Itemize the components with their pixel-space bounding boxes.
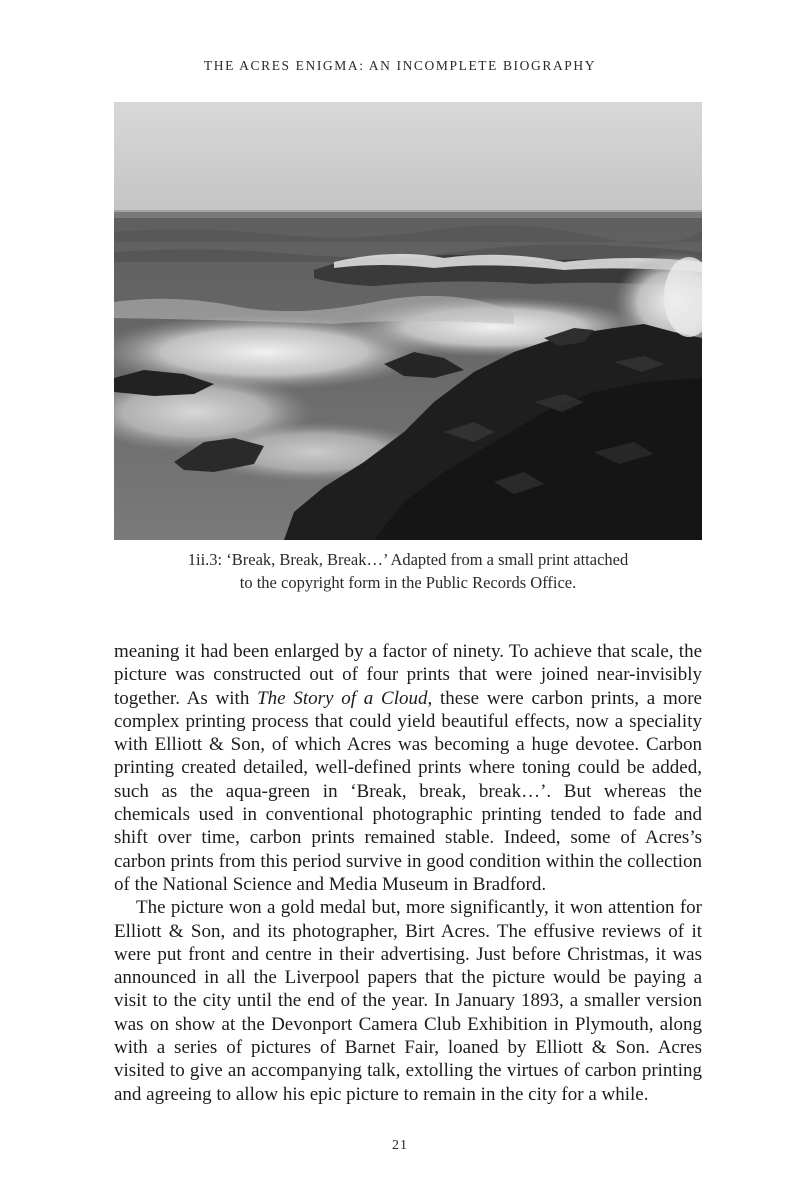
paragraph-1-part-a: meaning it had been enlarged by a factor of ninety. To achieve that scale, the picture was constructed out of four prints that were joined near-invisibly together. As with (114, 641, 702, 709)
paragraph-1 (114, 640, 702, 896)
body-text (114, 640, 702, 1106)
seascape-photograph (114, 102, 702, 540)
figure-caption (114, 548, 702, 594)
caption-line-1: 1ii.3: ‘Break, Break, Break…’ Adapted from a small print attached (187, 550, 629, 569)
paragraph-2: The picture won a gold medal but, more significantly, it won attention for Elliott & Son, and its photographer, Birt Acres. The effusive reviews of it were put front and centre in their advertising. Just before Christmas, it was announced in all the Liverpool papers that the picture would be paying a visit to the city until the end of the year. In January 1893, a smaller version was on show at the Devonport Camera Club Exhibition in Plymouth, along with a series of pictures of Barnet Fair, loaned by Elliott & Son. Acres visited to give an accompanying talk, extolling the virtues of carbon printing and agreeing to allow his epic picture to remain in the city for a while. (114, 897, 702, 1105)
page-number: 21 (392, 1138, 408, 1153)
running-head: THE ACRES ENIGMA: AN INCOMPLETE BIOGRAPHY (203, 58, 597, 73)
paragraph-1-part-b: , these were carbon prints, a more complex printing process that could yield beautiful effects, now a speciality with Elliott & Son, of which Acres was becoming a huge devotee. Carbon printing created detailed, well-defined prints where toning could be added, such as the aqua-green in ‘Break, break, break…’. But whereas the chemicals used in conventional photographic printing tended to fade and shift over time, carbon prints remained stable. Indeed, some of Acres’s carbon prints from this period survive in good condition within the collection of the National Science and Media Museum in Bradford. (114, 687, 702, 895)
caption-line-2: to the copyright form in the Public Records Office. (239, 573, 577, 592)
work-title: The Story of a Cloud (257, 687, 428, 709)
seascape-image (114, 102, 702, 540)
